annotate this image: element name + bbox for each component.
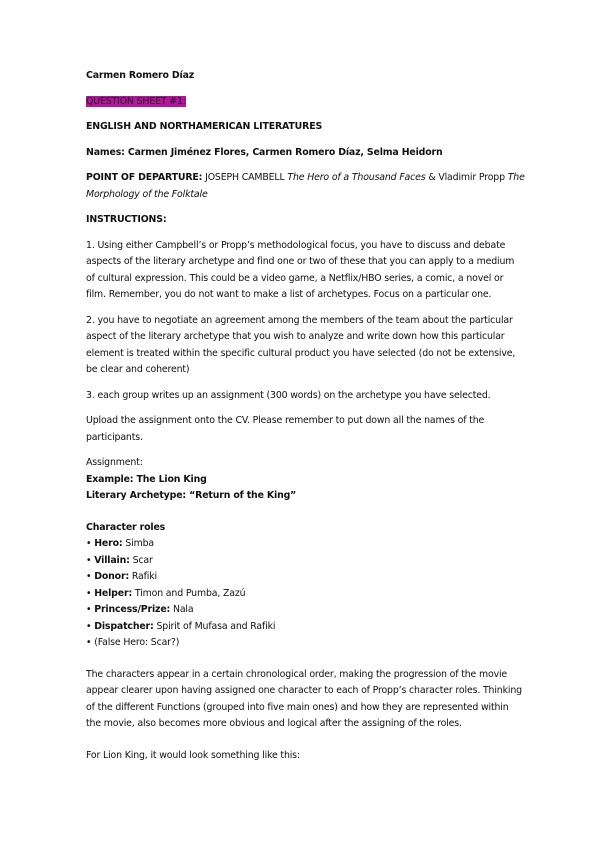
role-name: Villain <box>94 554 127 566</box>
text-line: The characters appear in a certain chronological order, making the progression of the movie <box>86 668 508 680</box>
instruction-item-2 <box>86 313 516 379</box>
role-value: Simba <box>122 538 154 549</box>
departure-label: POINT OF DEPARTURE: <box>86 172 203 183</box>
text-line: appear clearer upon having assigned one character to each of Propp’s character roles. Thinking <box>86 685 522 696</box>
archetype-line: Literary Archetype: “Return of the King” <box>86 490 297 501</box>
text-line: aspects of the literary archetype and find one or two of these that you can apply to a medium <box>86 256 515 267</box>
departure-text-2: & Vladimir Propp <box>425 172 508 183</box>
document-page <box>86 68 525 764</box>
list-item: • Donor: Rafiki <box>86 571 157 582</box>
point-of-departure <box>86 170 525 203</box>
role-value: Spirit of Mufasa and Rafiki <box>153 620 276 632</box>
departure-text-1: JOSEPH CAMBELL <box>202 172 288 183</box>
bullet-icon: • <box>86 571 95 582</box>
example-line: Example: The Lion King <box>86 473 207 485</box>
assignment-label: Assignment: <box>86 457 143 468</box>
instructions-heading: INSTRUCTIONS: <box>86 214 167 225</box>
role-name: Donor <box>94 571 126 582</box>
bullet-icon: • <box>86 554 95 566</box>
text-line: participants. <box>86 431 143 443</box>
text-line: film. Remember, you do not want to make a list of archetypes. Focus on a particular one. <box>86 289 492 300</box>
question-sheet-title: QUESTION SHEET #1: <box>86 95 186 107</box>
bullet-icon: • <box>86 620 95 632</box>
departure-title-1: The Hero of a Thousand Faces <box>287 172 426 183</box>
names-line: Names: Carmen Jiménez Flores, Carmen Romero Díaz, Selma Heidorn <box>86 146 443 158</box>
text-line: be clear and coherent) <box>86 364 190 375</box>
bullet-icon: • <box>86 604 95 615</box>
role-name: Dispatcher <box>94 620 151 632</box>
instruction-item-1 <box>86 238 516 304</box>
role-value: Scar <box>129 554 153 566</box>
list-item: • Villain: Scar <box>86 554 153 566</box>
text-line: element is treated within the specific cultural product you have selected (do not be extensive, <box>86 347 516 359</box>
instruction-item-3: 3. each group writes up an assignment (300 words) on the archetype you have selected. <box>86 389 491 401</box>
list-item: • Helper: Timon and Pumba, Zazú <box>86 587 246 599</box>
text-line: of the different Functions (grouped into five main ones) and how they are represented within <box>86 701 509 713</box>
character-roles-heading: Character roles <box>86 521 166 533</box>
bullet-icon: • <box>86 538 95 549</box>
upload-note <box>86 413 516 446</box>
text-line: aspect of the literary archetype that you wish to analyze and write down how this particular <box>86 331 505 342</box>
text-line: the movie, also becomes more obvious and logical after the assigning of the roles. <box>86 718 462 729</box>
role-name: Helper <box>94 587 129 599</box>
text-line: 1. Using either Campbell’s or Propp’s methodological focus, you have to discuss and debate <box>86 239 506 251</box>
list-item: • Hero: Simba <box>86 538 154 549</box>
role-value: Timon and Pumba, Zazú <box>132 587 246 599</box>
character-roles-list <box>86 536 516 652</box>
role-value: Rafiki <box>129 571 157 582</box>
list-item: • Dispatcher: Spirit of Mufasa and Rafiki <box>86 620 276 632</box>
departure-title-2b: Morphology of the Folktale <box>86 188 208 200</box>
list-item: • Princess/Prize: Nala <box>86 604 194 615</box>
departure-title-2a: The <box>507 172 525 183</box>
text-line: 2. you have to negotiate an agreement among the members of the team about the particular <box>86 314 513 326</box>
role-name: Hero <box>94 538 119 549</box>
author-name: Carmen Romero Díaz <box>86 70 195 81</box>
course-title: ENGLISH AND NORTHAMERICAN LITERATURES <box>86 121 323 132</box>
list-item-false-hero: • (False Hero: Scar?) <box>86 637 180 648</box>
bullet-icon: • <box>86 587 95 599</box>
summary-paragraph <box>86 667 522 733</box>
role-name: Princess/Prize <box>94 604 167 615</box>
text-line: Upload the assignment onto the CV. Please remember to put down all the names of the <box>86 415 485 426</box>
role-value: Nala <box>170 604 194 615</box>
closing-line: For Lion King, it would look something like this: <box>86 749 300 761</box>
text-line: of cultural expression. This could be a video game, a Netflix/HBO series, a comic, a novel or <box>86 272 504 284</box>
